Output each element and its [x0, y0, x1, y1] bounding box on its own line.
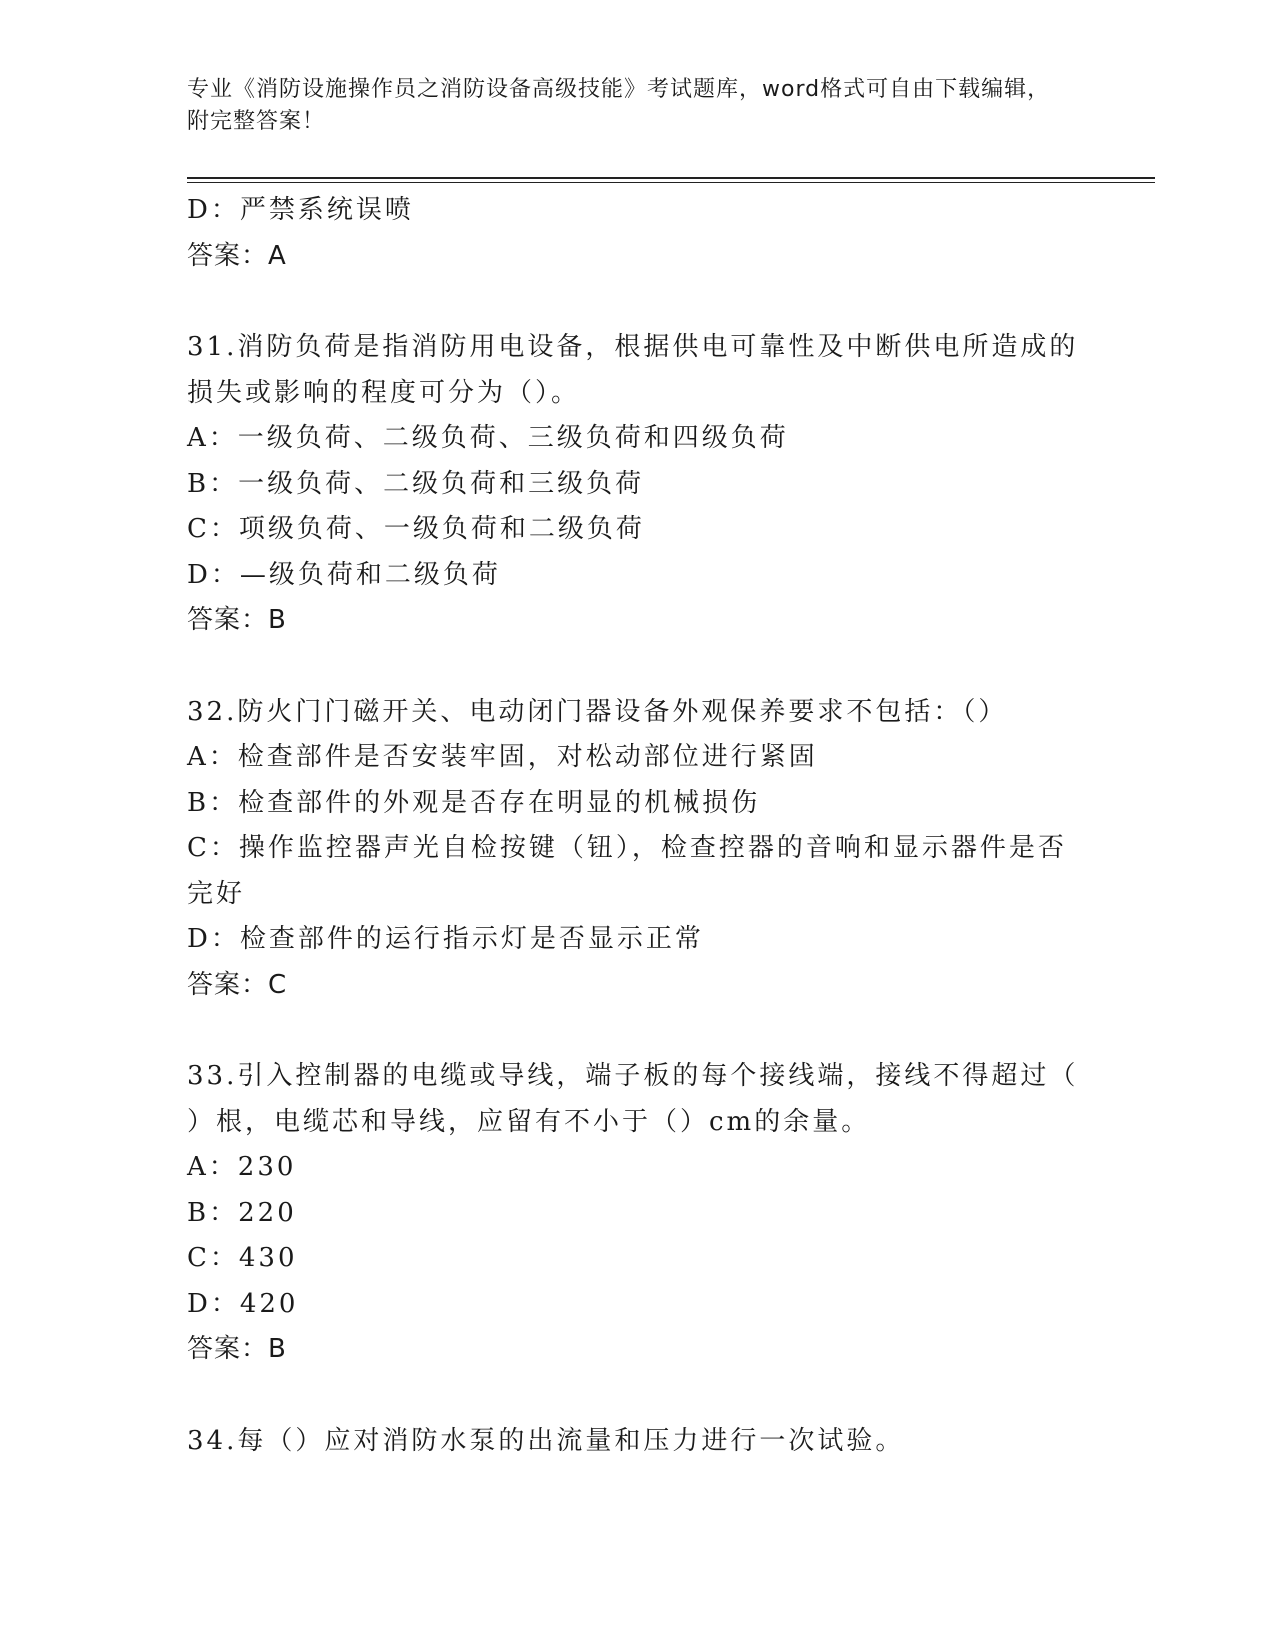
question-stem-line: 32.防火门门磁开关、电动闭门器设备外观保养要求不包括：（）: [187, 696, 1008, 727]
question-stem-line: ）根，电缆芯和导线，应留有不小于（）cm的余量。: [187, 1106, 871, 1137]
prev-answer: 答案：A: [187, 240, 287, 271]
header-rule-thick: [187, 177, 1155, 179]
question-stem-line: 33.引入控制器的电缆或导线，端子板的每个接线端，接线不得超过（: [187, 1061, 1079, 1091]
question-32: [187, 690, 1087, 1009]
answer: 答案：B: [187, 605, 287, 635]
spacer: [187, 279, 1087, 325]
option-a: A：230: [187, 1152, 297, 1182]
question-33: [187, 1054, 1087, 1373]
spacer: [187, 1008, 1087, 1054]
prev-option-d: D：严禁系统误喷: [187, 195, 414, 225]
header-rule-thin: [187, 182, 1155, 183]
option-c: C：项级负荷、一级负荷和二级负荷: [187, 514, 645, 544]
spacer: [187, 1373, 1087, 1419]
option-c-continued: 完好: [187, 878, 246, 909]
option-d: D：检查部件的运行指示灯是否显示正常: [187, 924, 704, 954]
option-c: C：430: [187, 1243, 298, 1273]
answer: 答案：B: [187, 1334, 287, 1364]
question-34: [187, 1419, 1087, 1465]
option-b: B：检查部件的外观是否存在明显的机械损伤: [187, 787, 761, 818]
option-d: D：—级负荷和二级负荷: [187, 559, 501, 590]
option-b: B：一级负荷、二级负荷和三级负荷: [187, 468, 645, 499]
question-31: [187, 325, 1087, 644]
question-stem-line: 损失或影响的程度可分为（）。: [187, 377, 581, 408]
option-c: C：操作监控器声光自检按键（钮），检查控器的音响和显示器件是否: [187, 833, 1067, 863]
option-a: A：一级负荷、二级负荷、三级负荷和四级负荷: [187, 423, 789, 453]
option-a: A：检查部件是否安装牢固，对松动部位进行紧固: [187, 742, 818, 772]
spacer: [187, 644, 1087, 690]
question-stem-line: 34.每（）应对消防水泵的出流量和压力进行一次试验。: [187, 1425, 905, 1456]
question-list: [187, 188, 1087, 1464]
option-d: D：420: [187, 1288, 299, 1319]
document-header: 专业《消防设施操作员之消防设备高级技能》考试题库，word格式可自由下载编辑，附完整答案！: [187, 77, 1051, 134]
answer: 答案：C: [187, 969, 288, 1000]
option-b: B：220: [187, 1197, 297, 1228]
question-stem-line: 31.消防负荷是指消防用电设备，根据供电可靠性及中断供电所造成的: [187, 332, 1079, 362]
